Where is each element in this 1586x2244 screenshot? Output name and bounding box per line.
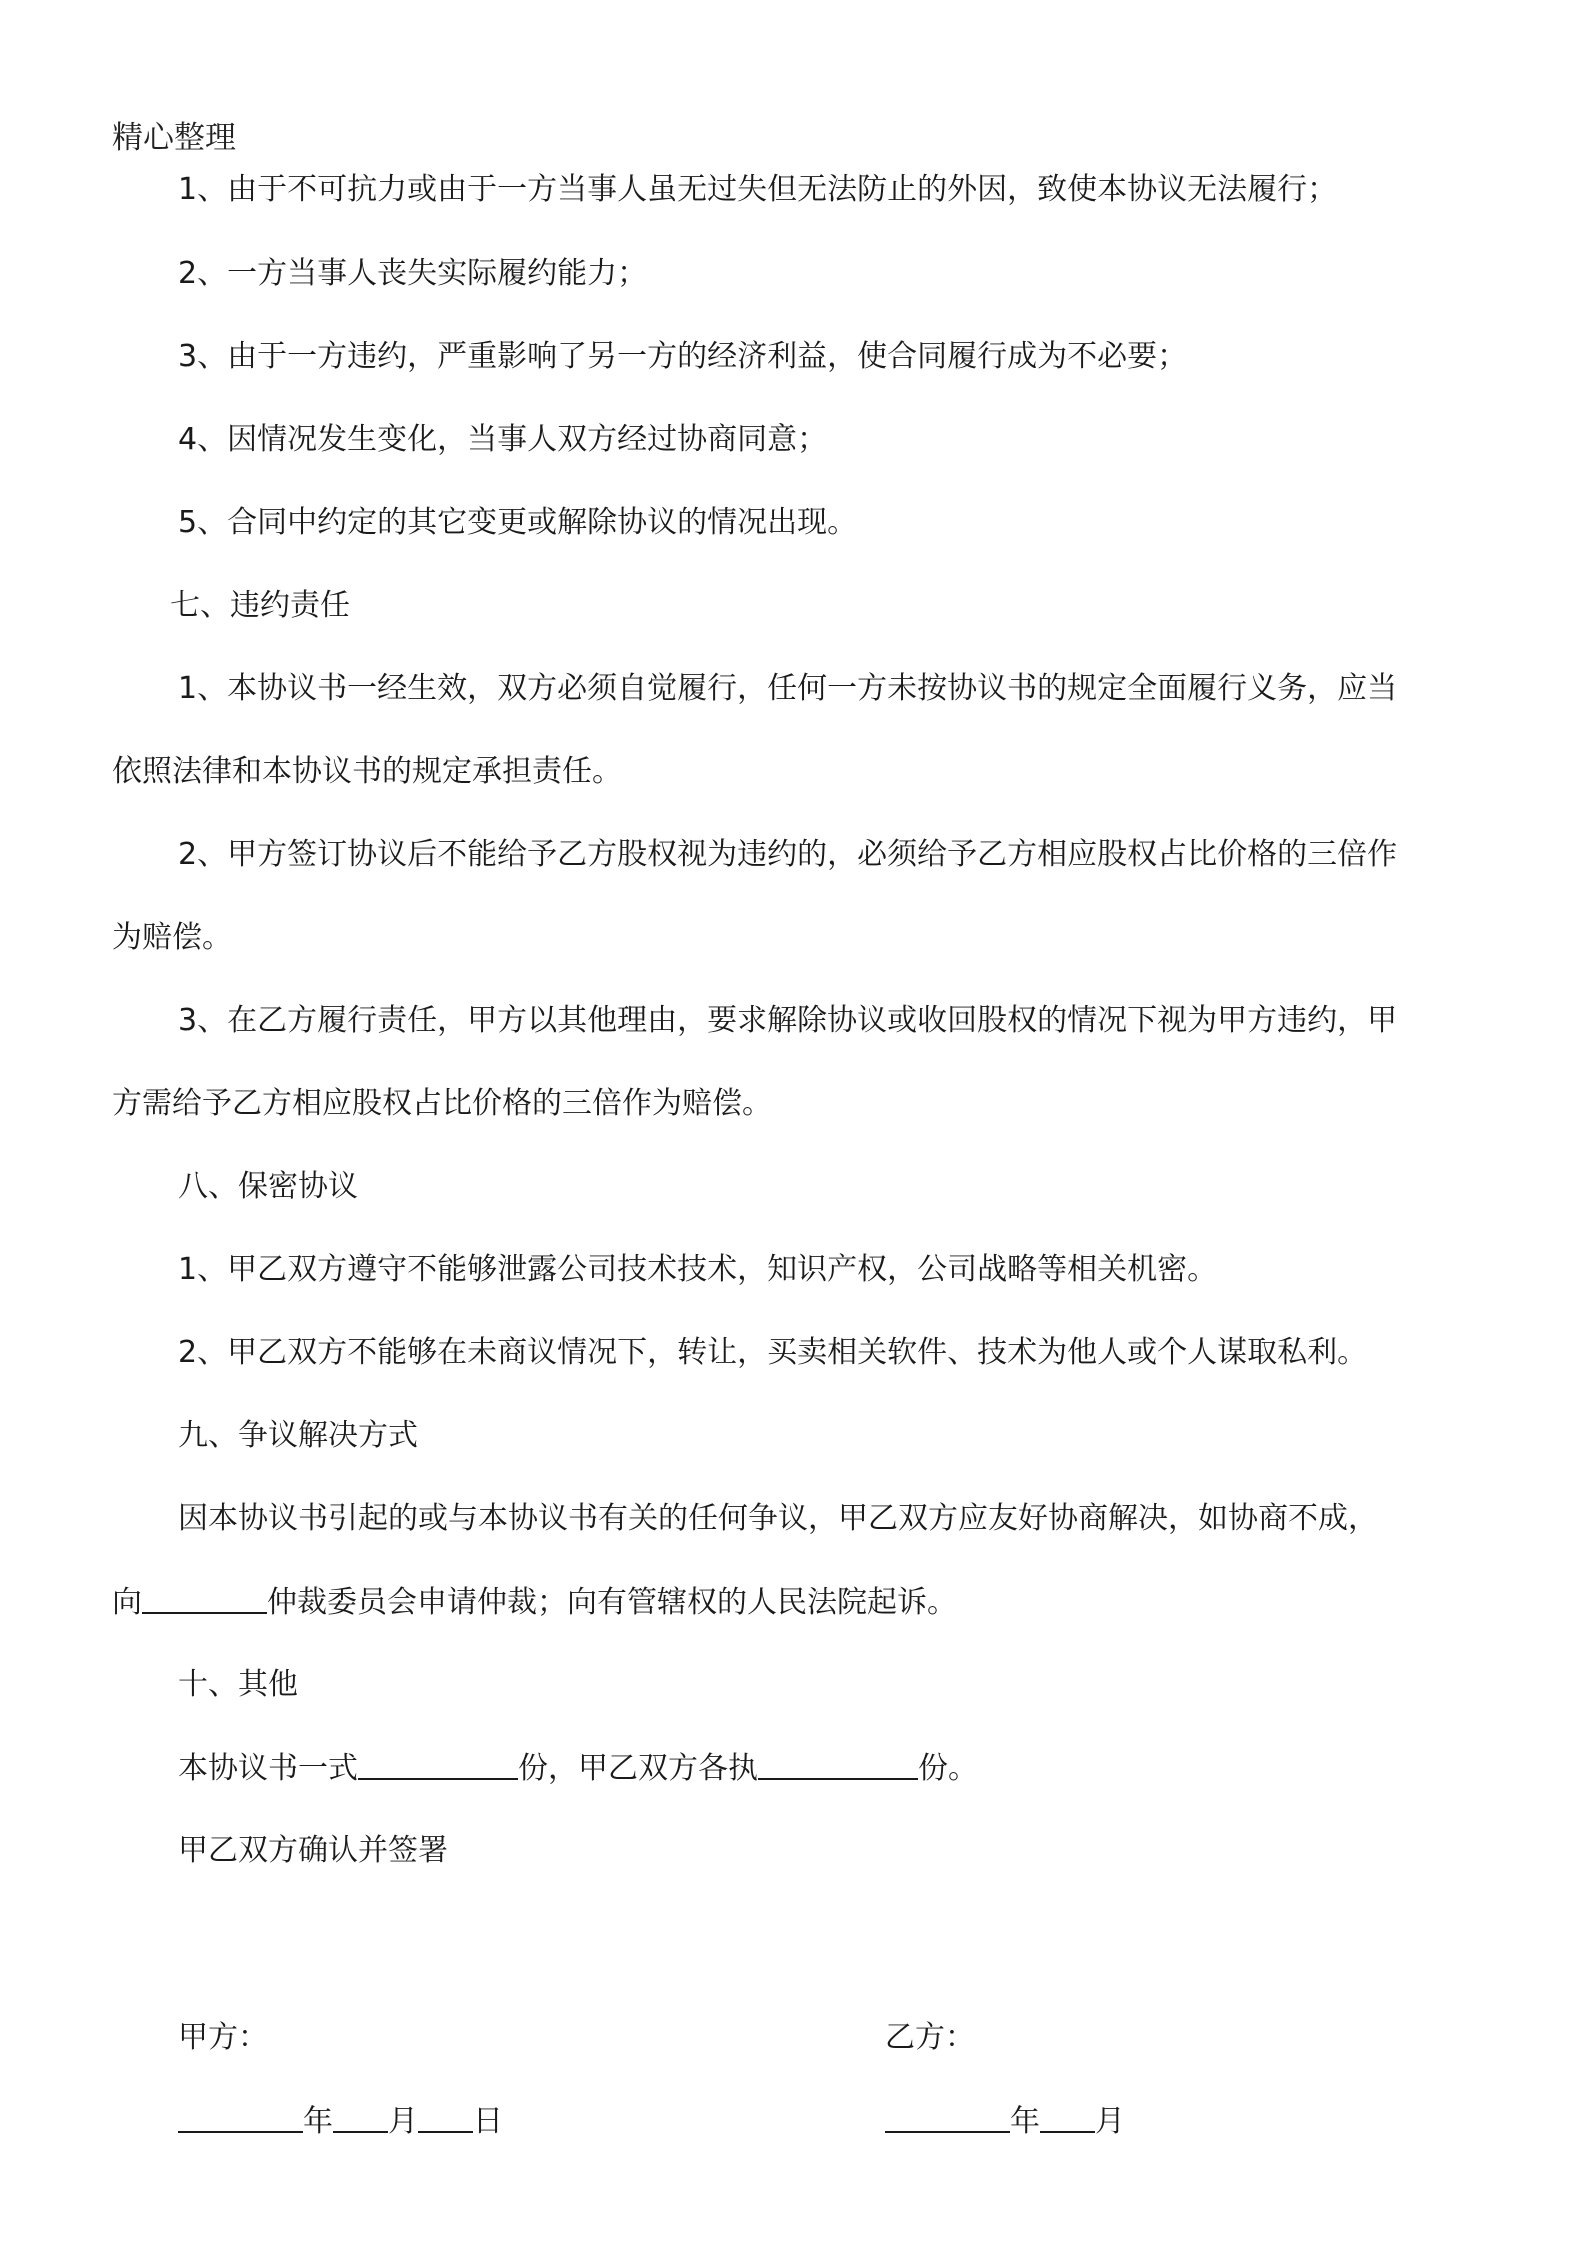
arbitration-blank [142, 1582, 267, 1614]
section-heading-9: 九、争议解决方式 [178, 1418, 418, 1453]
party-b-date [885, 2101, 1125, 2142]
party-a-month-blank [333, 2101, 388, 2133]
clause-line-1: 1、由于不可抗力或由于一方当事人虽无过失但无法防止的外因，致使本协议无法履行； [178, 172, 1338, 207]
party-a-label: 甲方： [178, 2020, 268, 2055]
paragraph-9-b-suffix: 仲裁委员会申请仲裁；向有管辖权的人民法院起诉。 [267, 1585, 957, 1620]
paragraph-7-3-b: 方需给予乙方相应股权占比价格的三倍作为赔偿。 [112, 1086, 772, 1121]
paragraph-9-a: 因本协议书引起的或与本协议书有关的任何争议，甲乙双方应友好协商解决，如协商不成， [178, 1501, 1378, 1536]
party-b-label: 乙方： [885, 2020, 975, 2055]
party-b-month-label: 月 [1095, 2104, 1125, 2139]
paragraph-7-1-a: 1、本协议书一经生效，双方必须自觉履行，任何一方未按协议书的规定全面履行义务，应当 [178, 671, 1398, 706]
party-a-day-label: 日 [473, 2104, 503, 2139]
party-b-year-blank [885, 2101, 1010, 2133]
paragraph-8-2: 2、甲乙双方不能够在未商议情况下，转让，买卖相关软件、技术为他人或个人谋取私利。 [178, 1335, 1368, 1370]
copies-prefix: 本协议书一式 [178, 1751, 358, 1786]
copies-each-blank [758, 1748, 918, 1780]
page-header: 精心整理 [112, 120, 236, 156]
party-a-year-label: 年 [303, 2104, 333, 2139]
clause-line-2: 2、一方当事人丧失实际履约能力； [178, 256, 648, 291]
clause-line-4: 4、因情况发生变化，当事人双方经过协商同意； [178, 422, 828, 457]
section-heading-7: 七、违约责任 [170, 588, 350, 623]
copies-total-blank [358, 1748, 518, 1780]
clause-line-3: 3、由于一方违约，严重影响了另一方的经济利益，使合同履行成为不必要； [178, 339, 1188, 374]
section-heading-8: 八、保密协议 [178, 1169, 358, 1204]
clause-line-5: 5、合同中约定的其它变更或解除协议的情况出现。 [178, 505, 858, 540]
party-a-date [178, 2101, 503, 2142]
copies-suffix: 份。 [918, 1751, 978, 1786]
paragraph-8-1: 1、甲乙双方遵守不能够泄露公司技术技术，知识产权，公司战略等相关机密。 [178, 1252, 1218, 1287]
paragraph-9-b [112, 1582, 957, 1623]
copies-line [178, 1748, 978, 1789]
party-a-year-blank [178, 2101, 303, 2133]
party-b-year-label: 年 [1010, 2104, 1040, 2139]
confirm-sign-line: 甲乙双方确认并签署 [178, 1833, 448, 1868]
paragraph-9-b-prefix: 向 [112, 1585, 142, 1620]
paragraph-7-2-b: 为赔偿。 [112, 920, 232, 955]
paragraph-7-1-b: 依照法律和本协议书的规定承担责任。 [112, 754, 622, 789]
paragraph-7-2-a: 2、甲方签订协议后不能给予乙方股权视为违约的，必须给予乙方相应股权占比价格的三倍作 [178, 837, 1398, 872]
copies-middle: 份，甲乙双方各执 [518, 1751, 758, 1786]
section-heading-10: 十、其他 [178, 1667, 298, 1702]
party-a-month-label: 月 [388, 2104, 418, 2139]
party-a-day-blank [418, 2101, 473, 2133]
paragraph-7-3-a: 3、在乙方履行责任，甲方以其他理由，要求解除协议或收回股权的情况下视为甲方违约，甲 [178, 1003, 1398, 1038]
party-b-month-blank [1040, 2101, 1095, 2133]
